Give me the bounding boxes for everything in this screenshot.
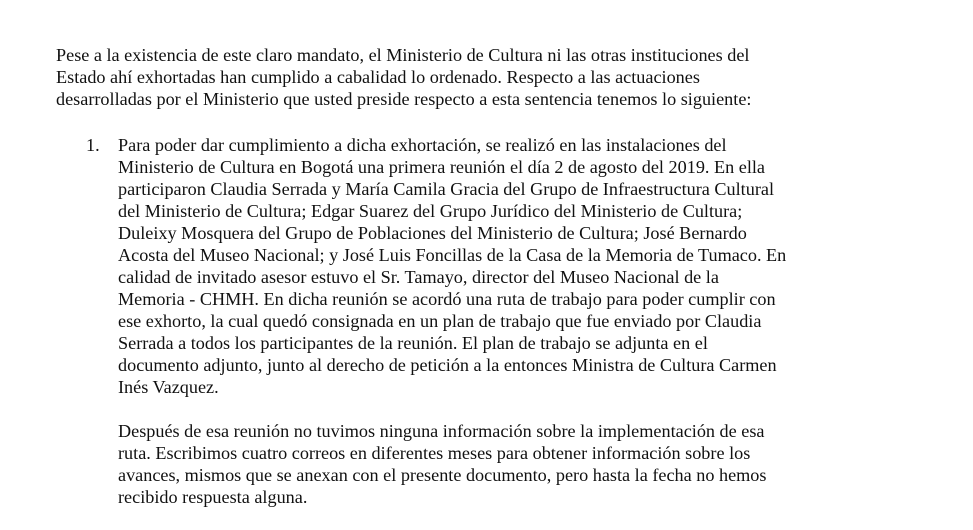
intro-line: Estado ahí exhortadas han cumplido a cabalidad lo ordenado. Respecto a las actuaciones xyxy=(56,67,700,87)
item-line: documento adjunto, junto al derecho de petición a la entonces Ministra de Cultura Carmen xyxy=(118,355,777,375)
item-paragraph-meeting xyxy=(118,134,966,398)
list-item-body xyxy=(118,134,966,508)
item-line: Duleixy Mosquera del Grupo de Poblaciones del Ministerio de Cultura; José Bernardo xyxy=(118,223,747,243)
item-line: del Ministerio de Cultura; Edgar Suarez del Grupo Jurídico del Ministerio de Cultura; xyxy=(118,201,743,221)
item-line: Serrada a todos los participantes de la reunión. El plan de trabajo se adjunta en el xyxy=(118,333,708,353)
item-line: recibido respuesta alguna. xyxy=(118,487,308,507)
item-paragraph-followup xyxy=(118,420,966,508)
item-line: Después de esa reunión no tuvimos ninguna información sobre la implementación de esa xyxy=(118,421,765,441)
item-line: participaron Claudia Serrada y María Camila Gracia del Grupo de Infraestructura Cultural xyxy=(118,179,775,199)
list-item-number: 1. xyxy=(86,135,100,155)
item-line: Para poder dar cumplimiento a dicha exhortación, se realizó en las instalaciones del xyxy=(118,135,727,155)
item-line: Memoria - CHMH. En dicha reunión se acordó una ruta de trabajo para poder cumplir con xyxy=(118,289,776,309)
item-line: Acosta del Museo Nacional; y José Luis Foncillas de la Casa de la Memoria de Tumaco. En xyxy=(118,245,787,265)
item-line: Inés Vazquez. xyxy=(118,377,219,397)
item-line: ese exhorto, la cual quedó consignada en un plan de trabajo que fue enviado por Claudia xyxy=(118,311,762,331)
item-line: calidad de invitado asesor estuvo el Sr. Tamayo, director del Museo Nacional de la xyxy=(118,267,719,287)
intro-line: desarrolladas por el Ministerio que usted preside respecto a esta sentencia tenemos lo siguiente: xyxy=(56,89,752,109)
item-line: ruta. Escribimos cuatro correos en diferentes meses para obtener información sobre los xyxy=(118,443,751,463)
item-line: avances, mismos que se anexan con el presente documento, pero hasta la fecha no hemos xyxy=(118,465,767,485)
item-line: Ministerio de Cultura en Bogotá una primera reunión el día 2 de agosto del 2019. En ella xyxy=(118,157,766,177)
intro-line: Pese a la existencia de este claro mandato, el Ministerio de Cultura ni las otras instituciones del xyxy=(56,45,750,65)
intro-paragraph xyxy=(56,44,956,110)
